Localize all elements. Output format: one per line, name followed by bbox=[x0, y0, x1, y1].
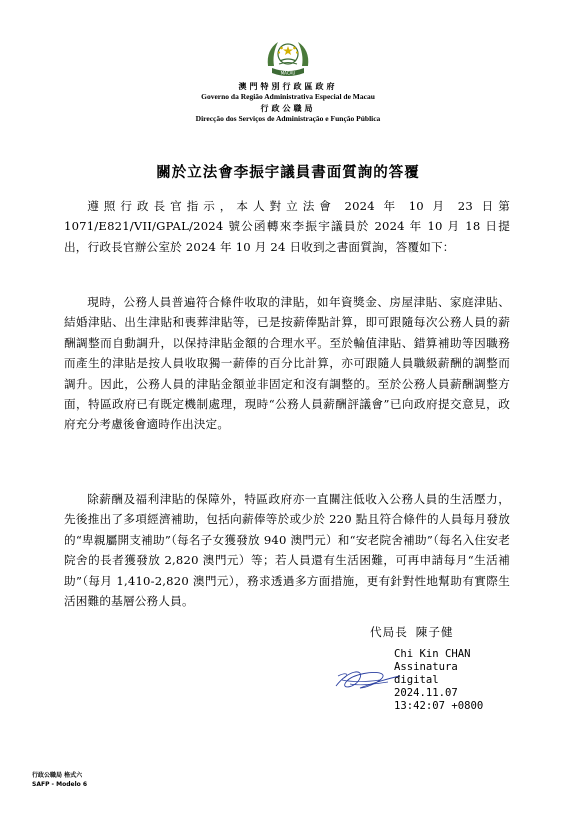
digital-signature-time: 13:42:07 +0800 bbox=[394, 700, 484, 712]
signatory-role: 代局長 bbox=[370, 625, 408, 639]
digital-signature-label-1: Assinatura bbox=[394, 661, 458, 673]
digital-signer-name: Chi Kin CHAN bbox=[394, 648, 471, 660]
department-name-zh: 行政公職局 bbox=[260, 103, 316, 113]
form-footer bbox=[32, 771, 87, 789]
government-name-pt: Governo da Região Administrativa Especial de Macau bbox=[201, 92, 375, 101]
digital-signature-block bbox=[394, 648, 483, 713]
form-code-pt: SAFP - Modelo 6 bbox=[32, 781, 88, 788]
paragraph-subsidies: 除薪酬及福利津貼的保障外，特區政府亦一直關注低收入公務人員的生活壓力，先後推出了多項經濟補助，包括向薪俸等於或少於 220 點且符合條件的人員每月發放的“卑親屬開支補助”（每名子女獲發放 940 澳門元）和“安老院舍補助”（每名入住安老院舍的長者獲發放 2,820 澳門元）等；若人員還有生活困難，可再申請每月“生活補助”（每月 1,410-2,820 澳門元），務求透過多方面措施，更有針對性地幫助有實際生活困難的基層公務人員。 bbox=[64, 492, 510, 609]
signatory-name: 陳子健 bbox=[415, 625, 454, 639]
form-code-zh: 行政公職局 格式六 bbox=[32, 772, 83, 779]
document-title: 關於立法會李振宇議員書面質詢的答覆 bbox=[156, 164, 420, 181]
digital-signature-label-2: digital bbox=[394, 674, 439, 686]
emblem-banner-text: MACAU bbox=[280, 70, 296, 76]
macau-emblem-icon bbox=[262, 36, 314, 80]
digital-signature-date: 2024.11.07 bbox=[394, 687, 458, 699]
paragraph-intro: 遵照行政長官指示，本人對立法會 2024 年 10 月 23 日第1071/E821/VII/GPAL/2024 號公函轉來李振宇議員於 2024 年 10 月 18 日提出，行政長官辦公室於 2024 年 10 月 24 日收到之書面質詢，答覆如下： bbox=[64, 199, 510, 254]
paragraph-allowances: 現時，公務人員普遍符合條件收取的津貼，如年資獎金、房屋津貼、家庭津貼、結婚津貼、出生津貼和喪葬津貼等，已是按薪俸點計算，即可跟隨每次公務人員的薪酬調整而自動調升，以保持津貼金額的合理水平。至於輪值津貼、錯算補助等因職務而產生的津貼是按人員收取獨一薪俸的百分比計算，亦可跟隨人員職級薪酬的調整而調升。因此，公務人員的津貼金額並非固定和沒有調整的。至於公務人員薪酬調整方面，特區政府已有既定機制處理，現時“公務人員薪酬評議會”已向政府提交意見，政府充分考慮後會適時作出決定。 bbox=[64, 295, 510, 432]
government-name-zh: 澳門特別行政區政府 bbox=[238, 81, 338, 91]
signatory bbox=[370, 624, 454, 640]
department-name-pt: Direcção dos Serviços de Administração e Função Pública bbox=[195, 114, 381, 123]
